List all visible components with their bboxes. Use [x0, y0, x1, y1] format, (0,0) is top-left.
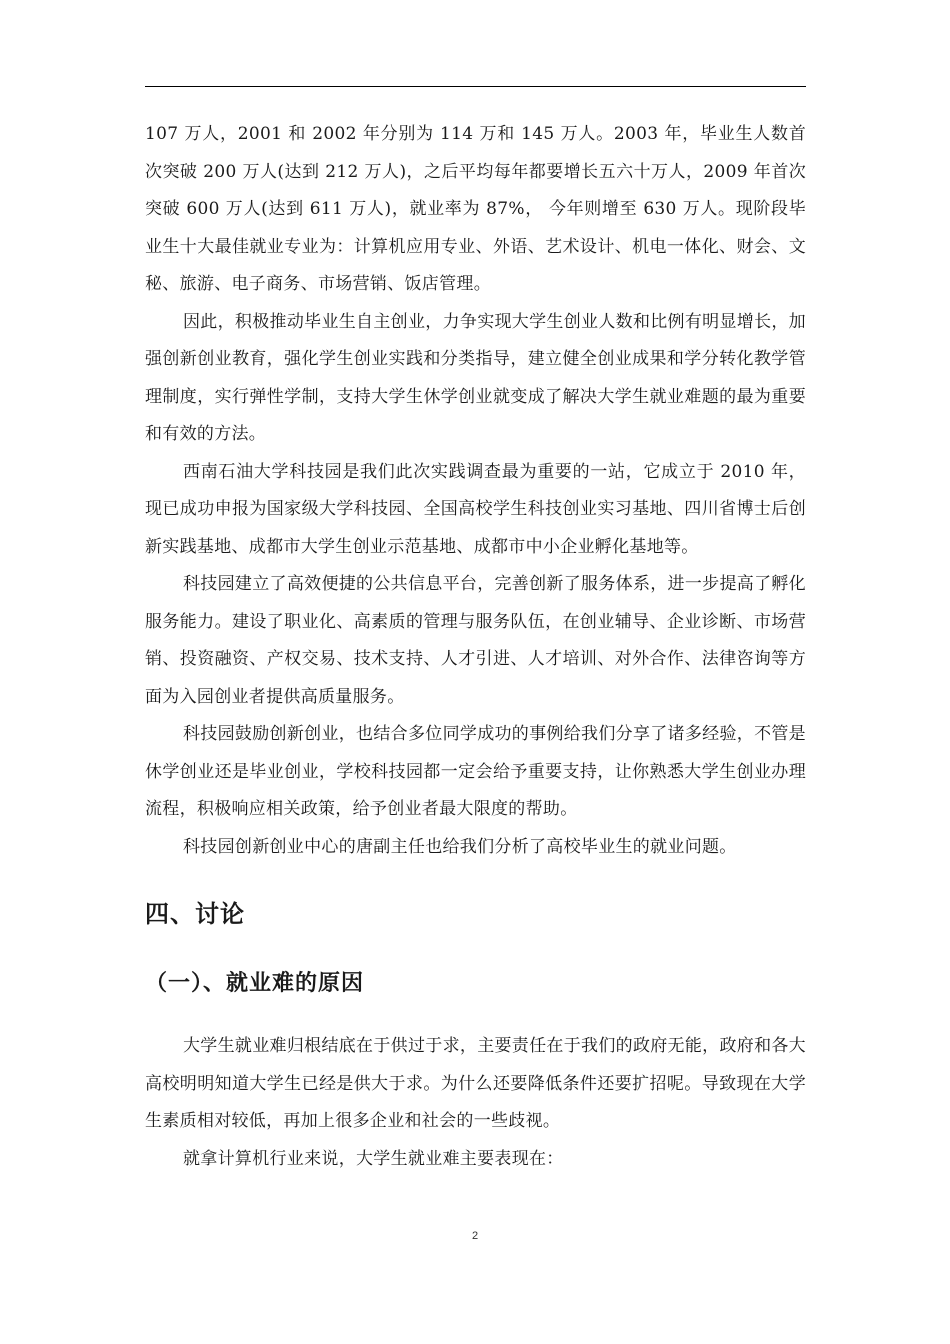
paragraph-computer-industry: 就拿计算机行业来说，大学生就业难主要表现在： — [183, 1148, 564, 1169]
paragraph-deputy-director: 科技园创新创业中心的唐副主任也给我们分析了高校毕业生的就业问题。 — [183, 836, 737, 857]
paragraph-science-park-support: 科技园鼓励创新创业，也结合多位同学成功的事例给我们分享了诸多经验，不管是休学创业还是毕业创业，学校科技园都一定会给予重要支持，让你熟悉大学生创业办理流程，积极响应相关政策，给予创业者最大限度的帮助。 — [145, 724, 806, 819]
page-body — [145, 116, 806, 1178]
paragraph-supply-demand: 大学生就业难归根结底在于供过于求，主要责任在于我们的政府无能，政府和各大高校明明知道大学生已经是供大于求。为什么还要降低条件还要扩招呢。导致现在大学生素质相对较低，再加上很多企业和社会的一些歧视。 — [145, 1036, 806, 1131]
paragraph-science-park-services: 科技园建立了高效便捷的公共信息平台，完善创新了服务体系，进一步提高了孵化服务能力。建设了职业化、高素质的管理与服务队伍，在创业辅导、企业诊断、市场营销、投资融资、产权交易、技术支持、人才引进、人才培训、对外合作、法律咨询等方面为入园创业者提供高质量服务。 — [145, 574, 806, 707]
section-heading-discussion: 四、讨论 — [145, 900, 245, 928]
paragraph-enrollment-stats: 107 万人，2001 和 2002 年分别为 114 万和 145 万人。2003 年，毕业生人数首次突破 200 万人(达到 212 万人)，之后平均每年都要增长五六十万人，2009 年首次突破 600 万人(达到 611 万人)，就业率为 87%， 今年则增至 630 万人。现阶段毕业生十大最佳就业专业为：计算机应用专业、外语、艺术设计、机电一体化、财会、文秘、旅游、电子商务、市场营销、饭店管理。 — [145, 124, 806, 294]
header-rule — [145, 86, 806, 87]
paragraph-science-park-intro: 西南石油大学科技园是我们此次实践调查最为重要的一站，它成立于 2010 年，现已成功申报为国家级大学科技园、全国高校学生科技创业实习基地、四川省博士后创新实践基地、成都市大学生创业示范基地、成都市中小企业孵化基地等。 — [145, 461, 806, 557]
subsection-heading-causes: （一）、就业难的原因 — [145, 971, 365, 996]
page-number: 2 — [471, 1230, 479, 1242]
paragraph-entrepreneurship-policy: 因此，积极推动毕业生自主创业，力争实现大学生创业人数和比例有明显增长，加强创新创业教育，强化学生创业实践和分类指导，建立健全创业成果和学分转化教学管理制度，实行弹性学制，支持大学生休学创业就变成了解决大学生就业难题的最为重要和有效的方法。 — [145, 311, 806, 444]
